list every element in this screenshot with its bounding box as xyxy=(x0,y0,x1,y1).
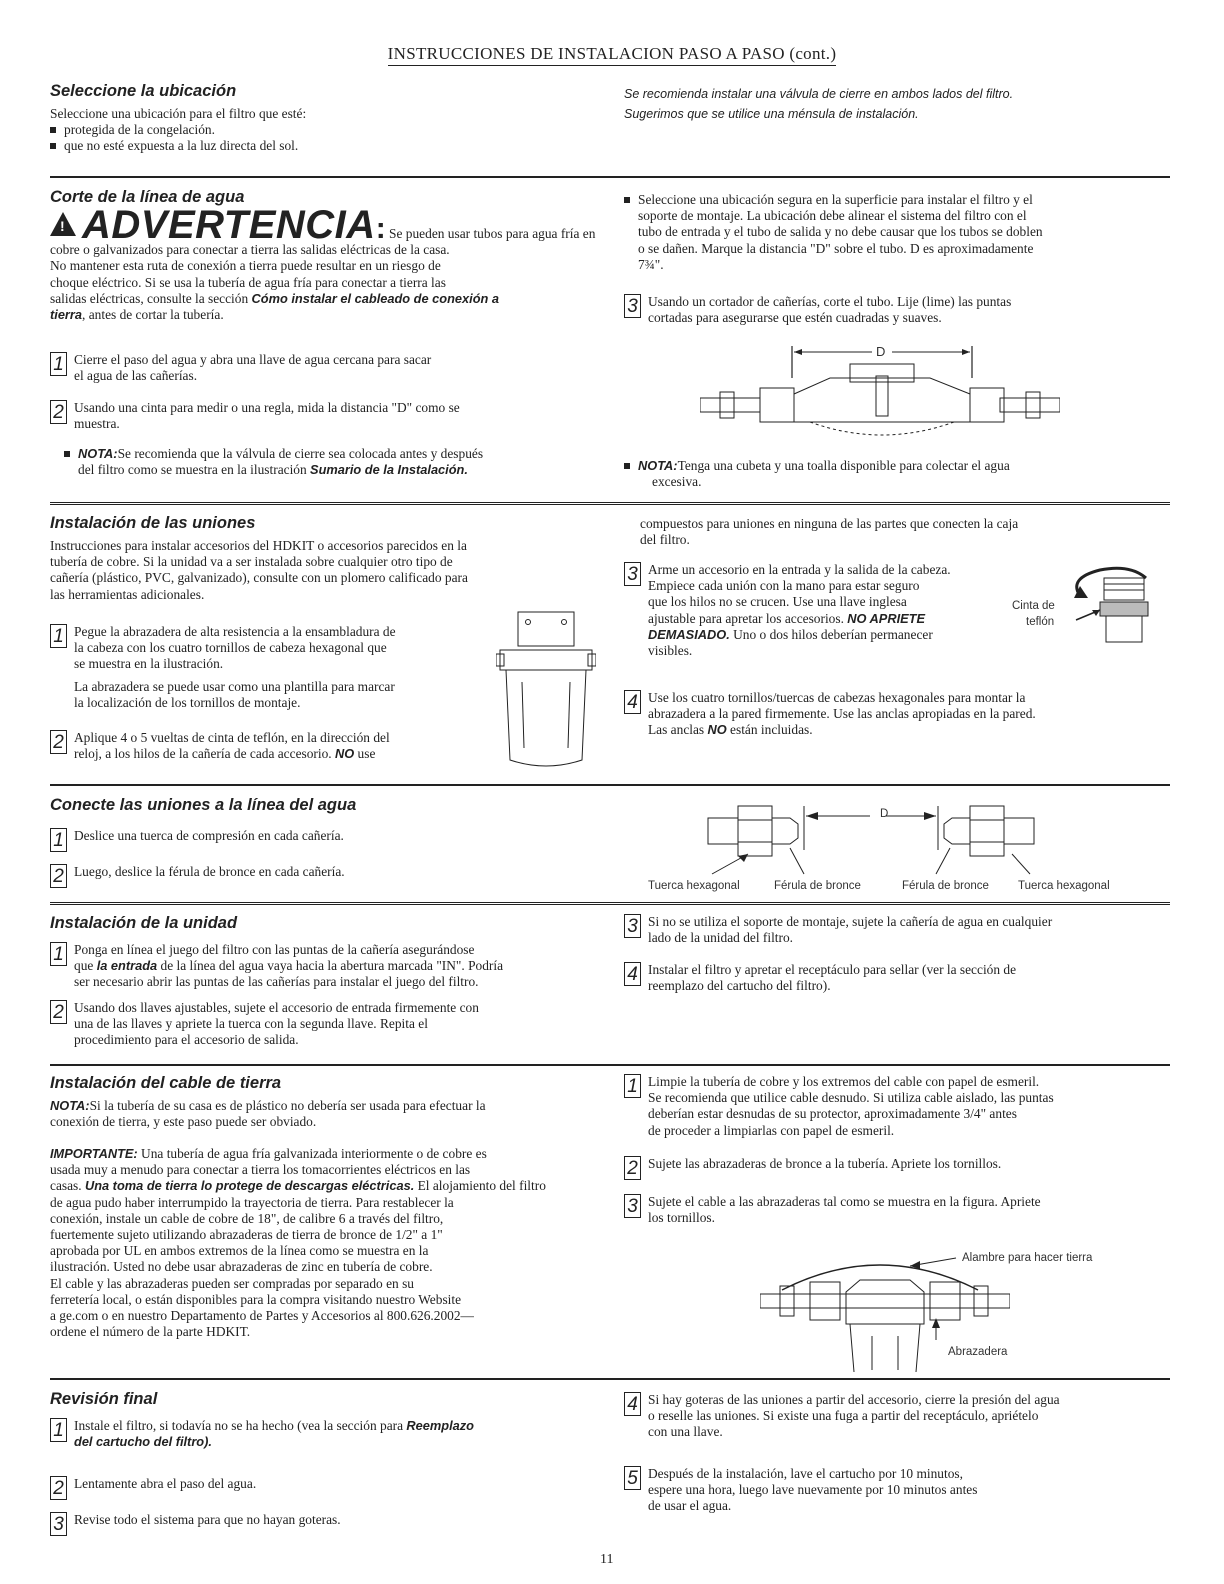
label-tuerca-hexagonal: Tuerca hexagonal xyxy=(648,880,740,892)
tierra-step-3: 3 Sujete el cable a las abrazaderas tal como se muestra en la figura. Apriete los tornillos. xyxy=(624,1194,1164,1226)
uniones-step-4: 4 Use los cuatro tornillos/tuercas de cabezas hexagonales para montar la abrazadera a la pared firmemente. Use las anclas apropiadas en la pared. Las anclas NO están incluidas. xyxy=(624,690,1164,739)
corte-right-bullet: Seleccione una ubicación segura en la superficie para instalar el filtro y el soporte de montaje. La ubicación debe alinear el sistema del filtro con el tubo de entrada y el tubo de salida y no debe causar que los tubos se doblen o se dañen. Marque la distancia "D" sobre el tubo. D es aproximadamente 7¾". xyxy=(624,192,1164,273)
corte-nota: NOTA:Se recomienda que la válvula de cierre sea colocada antes y después del filtro como se muestra en la ilustración Sumario de la Instalación. xyxy=(64,446,584,478)
uniones-intro: Instrucciones para instalar accesorios del HDKIT o accesorios parecidos en la tubería de cobre. Si la unidad va a ser instalada sobre cualquier otro tipo de cañería (plástico, PVC, galvanizado), consulte con un plomero calificado para las herramientas adicionales. xyxy=(50,538,468,602)
ubicacion-notes: Se recomienda instalar una válvula de cierre en ambos lados del filtro. Sugerimos que se utilice una ménsula de instalación. xyxy=(624,87,1014,122)
unidad-step-3: 3 Si no se utiliza el soporte de montaje, sujete la cañería de agua en cualquier lado de la unidad del filtro. xyxy=(624,914,1164,946)
tierra-step-1: 1 Limpie la tubería de cobre y los extremos del cable con papel de esmeril. Se recomienda que utilice cable desnudo. Si utiliza cable aislado, las puntas deberían estar desnudas de su protector, aproximadamente 3/4" antes de proceder a limpiarlas con papel de esmeril. xyxy=(624,1074,1164,1139)
filter-housing-illustration xyxy=(496,610,596,770)
conecte-step-1: 1 Deslice una tuerca de compresión en cada cañería. xyxy=(50,828,590,844)
page-title: INSTRUCCIONES DE INSTALACION PASO A PASO (cont.) xyxy=(0,44,1224,64)
divider xyxy=(50,176,1170,178)
corte-step-2: 2 Usando una cinta para medir o una regla, mida la distancia "D" como se muestra. xyxy=(50,400,590,432)
heading-revision: Revisión final xyxy=(50,1390,158,1408)
revision-step-5: 5 Después de la instalación, lave el cartucho por 10 minutos, espere una hora, luego lave nuevamente por 10 minutos antes de usar el agua. xyxy=(624,1466,1164,1515)
label-tuerca-hexagonal: Tuerca hexagonal xyxy=(1018,880,1110,892)
unidad-step-2: 2 Usando dos llaves ajustables, sujete el accesorio de entrada firmemente con una de las llaves y apriete la tuerca con la segunda llave. Repita el procedimiento para el accesorio de salida. xyxy=(50,1000,590,1049)
heading-ubicacion: Seleccione la ubicación xyxy=(50,82,237,100)
alambre-label: Alambre para hacer tierra xyxy=(962,1252,1093,1264)
tierra-importante: IMPORTANTE: Una tubería de agua fría galvanizada interiormente o de cobre es usada muy a menudo para conectar a tierra los tomacorrientes eléctricos en las casas. Una toma de tierra lo protege de descargas eléctricas. El alojamiento del filtro de agua pudo haber interrumpido la trayectoria de tierra. Para restablecer la conexión, instale un cable de cobre de 18", de calibre 6 a través del filtro, fuertemente sujeto utilizando abrazaderas de tierra de bronce de 1/2" a 1" aprobada por UL en ambos extremos de la línea como se muestra en la ilustración. Usted no debe usar abrazaderas de zinc en tubería de cobre. El cable y las abrazaderas pueden ser compradas por separado en su ferretería local, o están disponibles para la compra visitando nuestro Website a ge.com o en nuestro Departamento de Partes y Accesorios al 800.626.2002— ordene el número de la parte HDKIT. xyxy=(50,1146,546,1340)
warning-block: !ADVERTENCIA: Se pueden usar tubos para agua fría en cobre o galvanizados para conectar a tierra las salidas eléctricas de la casa. No mantener esta ruta de conexión a tierra puede resultar en un riesgo de choque eléctrico. Si se usa la tubería de agua fría para conectar a tierra las salidas eléctricas, consulte la sección Cómo instalar el cableado de conexión a tierra, antes de cortar la tubería. xyxy=(50,212,590,323)
uniones-step-1: 1 Pegue la abrazadera de alta resistencia a la ensambladura de la cabeza con los cuatro tornillos de cabeza hexagonal que se muestra en la ilustración. La abrazadera se puede usar como una plantilla para marcar la localización de los tornillos de montaje. xyxy=(50,624,510,711)
warning-icon xyxy=(50,212,76,236)
uniones-right-cont: compuestos para uniones en ninguna de las partes que conecten la caja del filtro. xyxy=(640,516,1019,548)
revision-step-1: 1 Instale el filtro, si todavía no se ha hecho (vea la sección para Reemplazo del cartucho del filtro). xyxy=(50,1418,590,1450)
divider xyxy=(50,502,1170,505)
revision-step-2: 2 Lentamente abra el paso del agua. xyxy=(50,1476,590,1492)
corte-step-3: 3 Usando un cortador de cañerías, corte el tubo. Lije (lime) las puntas cortadas para asegurarse que estén cuadradas y suaves. xyxy=(624,294,1164,326)
teflon-tape-illustration xyxy=(1060,560,1170,660)
heading-conecte: Conecte las uniones a la línea del agua xyxy=(50,796,357,814)
cinta-label: Cinta de xyxy=(1012,600,1055,612)
divider xyxy=(50,1378,1170,1380)
revision-step-4: 4 Si hay goteras de las uniones a partir del accesorio, cierre la presión del agua o reselle las uniones. Si existe una fuga a partir del receptáculo, apriételo con una llave. xyxy=(624,1392,1164,1441)
unidad-step-4: 4 Instalar el filtro y apretar el receptáculo para sellar (ver la sección de reemplazo del cartucho del filtro). xyxy=(624,962,1164,994)
heading-corte: Corte de la línea de agua xyxy=(50,188,245,206)
uniones-step-2: 2 Aplique 4 o 5 vueltas de cinta de teflón, en la dirección del reloj, a los hilos de la cañería de cada accesorio. NO use xyxy=(50,730,510,762)
d-label: D xyxy=(876,344,886,359)
tierra-nota: NOTA:Si la tubería de su casa es de plástico no debería ser usada para efectuar la conexión de tierra, y este paso puede ser obviado. xyxy=(50,1098,486,1130)
ubicacion-text: Seleccione una ubicación para el filtro que esté: protegida de la congelación. que no esté expuesta a la luz directa del sol. xyxy=(50,106,590,155)
divider xyxy=(50,902,1170,905)
corte-step-1: 1 Cierre el paso del agua y abra una llave de agua cercana para sacar el agua de las cañerías. xyxy=(50,352,590,384)
teflon-label: teflón xyxy=(1026,616,1055,628)
conecte-step-2: 2 Luego, deslice la férula de bronce en cada cañería. xyxy=(50,864,590,880)
heading-tierra: Instalación del cable de tierra xyxy=(50,1074,282,1092)
heading-unidad: Instalación de la unidad xyxy=(50,914,238,932)
label-ferula-de-bronce: Férula de bronce xyxy=(902,880,989,892)
warning-word: ADVERTENCIA xyxy=(82,203,376,247)
unidad-step-1: 1 Ponga en línea el juego del filtro con las puntas de la cañería asegurándose que la entrada de la línea del agua vaya hacia la abertura marcada "IN". Podría ser necesario abrir las puntas de las cañerías para instalar el juego del filtro. xyxy=(50,942,590,991)
page-number: 11 xyxy=(600,1552,614,1567)
d-label: D xyxy=(880,808,889,820)
corte-nota-2: NOTA:Tenga una cubeta y una toalla disponible para colectar el agua excesiva. xyxy=(624,458,1164,490)
tierra-step-2: 2 Sujete las abrazaderas de bronce a la tubería. Apriete los tornillos. xyxy=(624,1156,1164,1172)
label-ferula-de-bronce: Férula de bronce xyxy=(774,880,861,892)
revision-step-3: 3 Revise todo el sistema para que no hayan goteras. xyxy=(50,1512,590,1528)
uniones-step-3: 3 Arme un accesorio en la entrada y la salida de la cabeza. Empiece cada unión con la mano para estar seguro que los hilos no se crucen. Use una llave inglesa ajustable para apretar los accesorios. NO APRIETE DEMASIADO. Uno o dos hilos deberían permanecer visibles. xyxy=(624,562,1024,659)
divider xyxy=(50,1064,1170,1066)
abrazadera-label: Abrazadera xyxy=(948,1346,1008,1358)
heading-uniones: Instalación de las uniones xyxy=(50,514,256,532)
divider xyxy=(50,784,1170,786)
